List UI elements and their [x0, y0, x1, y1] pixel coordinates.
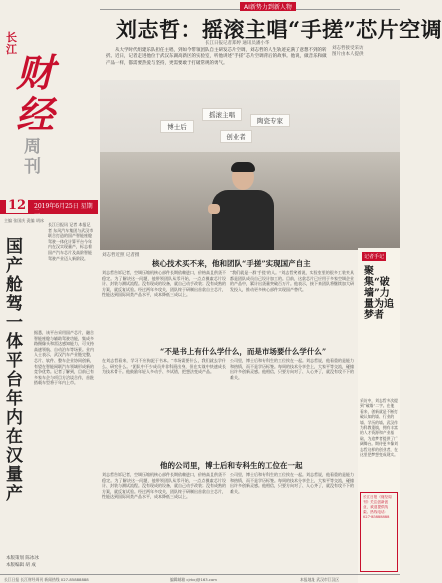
left-headline: 国产舱驾一体平台年内在汉量产	[6, 237, 23, 504]
person-hand	[208, 204, 220, 214]
sidebar	[358, 248, 400, 583]
article-byline: 长江日报记者郑婷 通讯员潘小华	[205, 41, 270, 46]
footer-right: 本报地址 武汉市江汉区	[300, 577, 340, 582]
label-card-postdoc: 博士后	[160, 120, 194, 133]
section-tag: AI新势力到新人物	[240, 2, 296, 11]
body-text-2: “我们就是一群‘手搓’的人。”刘志哲笑着说，实验室里的很多工装夹具都是团队成员自己设计加工的。目前，这款芯片已应用于多家空调企业的产品中，累计出货量突破百万片。他表示，接下来团队将继续加大研发投入，推动更多核心部件实现国产替代。	[230, 270, 354, 292]
sidebar-box: 长江日报《财经周刊》关注创新创业，欢迎提供线索。热线电话：027-85888888	[360, 492, 398, 572]
label-card-ceramics-expert: 陶瓷专家	[250, 114, 290, 127]
sidebar-tag: 记者手记	[364, 254, 385, 260]
sidebar-title: 聚集“破墙”力量为追梦者	[364, 266, 394, 321]
top-photo-caption: 刘志哲接受采访 图片由本人提供	[332, 46, 364, 57]
body-text-1: 刘志哲告诉记者，空调压缩机核心部件长期依赖进口，价格高且供货不稳定。为了解决这一问题，他带领团队从零开始，一点点摸索芯片设计、封装与测试流程。没有现成的设备，就自己动手改装；没有成熟的方案，就反复试验。经过两年多攻关，团队终于研制出首款自主芯片，性能达到国际同类产品水平，成本降低三成以上。	[102, 270, 226, 298]
article-intro: 从大学时代组建乐队担任主唱，到如今带领团队自主研发芯片空调，刘志哲的人生轨迹充满了意想不到的转折。近日，记者走进他位于武汉东湖高新区的实验室，听他讲述“手搓”芯片空调背后的故事。他说，做音乐和做产品一样，都需要热爱与坚持，更需要敢于打破常规的勇气。	[106, 48, 327, 66]
subhead-2: “不是书上有什么学什么，而是市场要什么学什么”	[160, 347, 327, 356]
person-hair	[231, 162, 255, 172]
article-photo	[100, 80, 400, 250]
person-body	[212, 190, 274, 250]
left-footer: 本版策划 陈冰冰 本版编辑 胡 成	[6, 556, 39, 568]
page-footer	[0, 574, 400, 583]
masthead-title: 财经	[16, 50, 55, 137]
masthead-small-title: 长江	[6, 31, 17, 56]
photo-caption: 刘志哲近照 记者摄	[102, 253, 140, 258]
sidebar-body: 采访中，刘志哲多次提到“破墙”二字。在他看来，创新就是不断打破认知的墙、行业的墙、学历的墙。武汉作为科教重镇，拥有丰富的人才资源和产业基础，为追梦者提供了广阔舞台。期待更多像刘志哲这样的创业者，在这里把梦想变成现实。	[360, 398, 398, 458]
label-card-entrepreneur: 创业者	[220, 130, 252, 143]
body-text-3: 在刘志哲看来，学习不应拘泥于书本。“市场需要什么，我们就去学什么、研究什么。”团队中不少成员并非科班出身，但在实战中快速成长为技术骨干。他鼓励年轻人多动手、多试错，把想法变成产品。	[102, 358, 226, 375]
page-number: 12	[8, 198, 27, 213]
subhead-3: 他的公司里，博士后和专科生的工位在一起	[160, 461, 303, 470]
label-card-rock-singer: 摇滚主唱	[202, 108, 242, 121]
masthead	[2, 22, 58, 202]
masthead-week-label: 周刊	[24, 137, 41, 177]
person-figure	[208, 164, 278, 250]
body-text-5: 刘志哲告诉记者，空调压缩机核心部件长期依赖进口，价格高且供货不稳定。为了解决这一问题，他带领团队从零开始，一点点摸索芯片设计、封装与测试流程。没有现成的设备，就自己动手改装；没有成熟的方案，就反复试验。经过两年多攻关，团队终于研制出首款自主芯片，性能达到国际同类产品水平，成本降低三成以上。	[102, 472, 226, 500]
main-article	[100, 0, 442, 583]
body-text-4: 公司里，博士后和专科生的工位挨在一起。刘志哲说，他看重的是能力和热情，而不是学历标签。每周的技术分享会上，大家平等交流，碰撞出许多创新灵感。他相信，只要方向对了、人心齐了，就没有攻不下的难关。	[230, 358, 354, 380]
left-column	[0, 0, 98, 583]
editor-info: 主编 张国庆 责编 胡冰	[4, 218, 44, 223]
footer-left: 长江日报 长江财经周刊 新闻热线 027-85888888	[4, 577, 89, 582]
footer-mid: 编辑邮箱 cjrbcj@163.com	[170, 577, 218, 582]
issue-date: 2019年6月25日 星期二	[34, 203, 93, 216]
body-text-6: 公司里，博士后和专科生的工位挨在一起。刘志哲说，他看重的是能力和热情，而不是学历标签。每周的技术分享会上，大家平等交流，碰撞出许多创新灵感。他相信，只要方向对了、人心齐了，就没有攻不下的难关。	[230, 472, 354, 494]
left-body: 据悉，该平台采用国产芯片，融合智能座舱与辅助驾驶功能，集成多路摄像头和雷达感知能力，可支持高速领航、自动泊车等场景。业内人士表示，武汉汽车产业链完整，芯片、软件、整车企业协同创新，有望在智能网联汽车领域形成新的竞争优势。记者了解到，目前已有多家车企与项目方洽谈合作，首批搭载车型将于年内上市。	[34, 330, 94, 386]
left-teaser: 长江日报讯 记者 本报记者 东风汽车集团与武汉市联合打造的国产智能座舱驾驶一体化计算平台今年内在汉实现量产，标志着国产汽车芯片及高阶智能驾驶产业迈入新阶段。	[48, 222, 94, 261]
subhead-1: 核心技术买不来，他和团队“手搓”实现国产自主	[152, 259, 311, 268]
article-headline: 刘志哲：摇滚主唱“手搓”芯片空调	[116, 17, 442, 42]
